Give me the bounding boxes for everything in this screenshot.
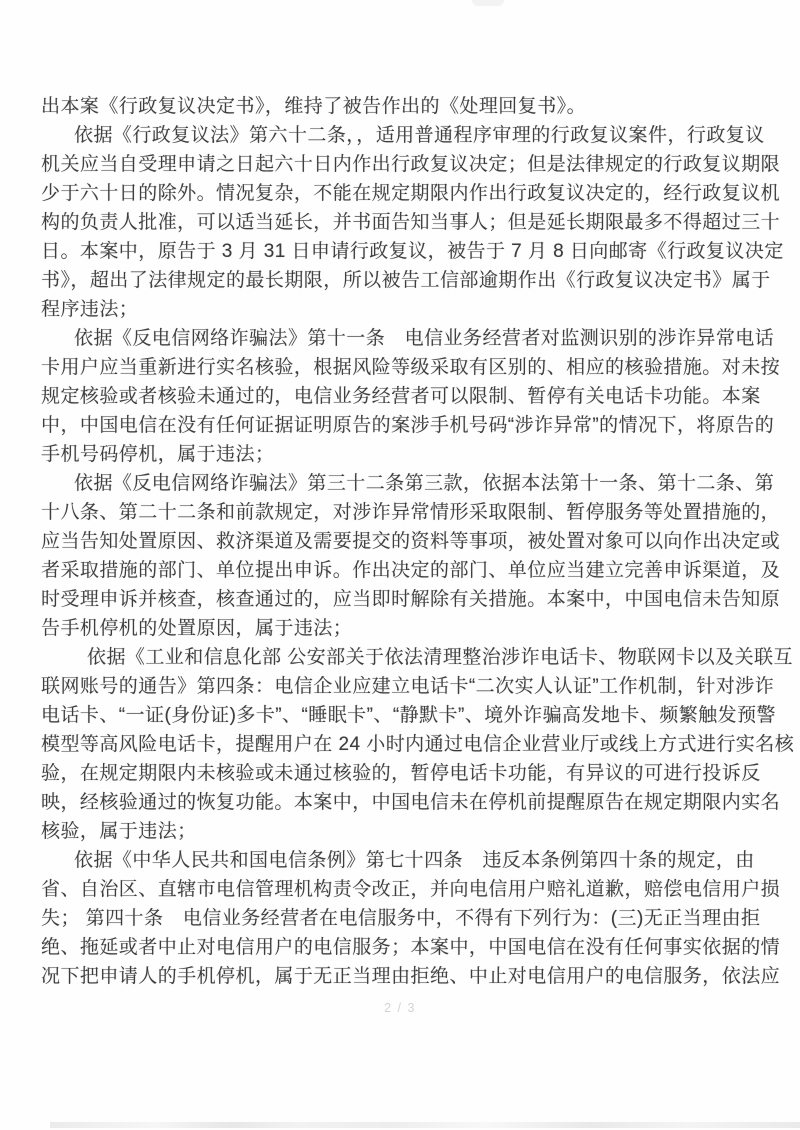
scan-artifact-bottom-edge (50, 1122, 800, 1128)
text-line: 机关应当自受理申请之日起六十日内作出行政复议决定；但是法律规定的行政复议期限 (41, 154, 781, 175)
text-line: 日。本案中，原告于 3 月 31 日申请行政复议，被告于 7 月 8 日向邮寄《行政复议决定 (41, 241, 784, 262)
text-line paragraph-start: 依据《反电信网络诈骗法》第十一条 电信业务经营者对监测识别的涉诈异常电话 (74, 328, 775, 349)
text-line: 书》，超出了法律规定的最长期限，所以被告工信部逾期作出《行政复议决定书》属于 (41, 270, 771, 291)
text-line paragraph-start: 依据《反电信网络诈骗法》第三十二条第三款，依据本法第十一条、第十二条、第 (74, 473, 775, 494)
text-line: 况下把申请人的手机停机，属于无正当理由拒绝、中止对电信用户的电信服务，依法应 (41, 966, 781, 987)
text-line: 绝、拖延或者中止对电信用户的电信服务；本案中，中国电信在没有任何事实依据的情 (41, 937, 781, 958)
text-line: 程序违法； (41, 299, 139, 320)
text-line: 映，经核验通过的恢复功能。本案中，中国电信未在停机前提醒原告在规定期限内实名 (41, 792, 781, 813)
page-number: 2 / 3 (384, 1001, 416, 1015)
text-line paragraph-start: 依据《工业和信息化部 公安部关于依法清理整治涉诈电话卡、物联网卡以及关联互 (87, 647, 793, 668)
text-line: 验，在规定期限内未核验或未通过核验的，暂停电话卡功能，有异议的可进行投诉反 (41, 763, 761, 784)
text-line: 规定核验或者核验未通过的，电信业务经营者可以限制、暂停有关电话卡功能。本案 (41, 386, 761, 407)
text-line: 中，中国电信在没有任何证据证明原告的案涉手机号码“涉诈异常”的情况下，将原告的 (41, 415, 775, 436)
scan-artifact-top (472, 0, 504, 6)
document-body (41, 92, 795, 991)
text-line: 者采取措施的部门、单位提出申诉。作出决定的部门、单位应当建立完善申诉渠道，及 (41, 560, 781, 581)
text-line paragraph-start: 依据《行政复议法》第六十二条，，适用普通程序审理的行政复议案件，行政复议 (74, 125, 765, 146)
text-line: 手机号码停机，属于违法； (41, 444, 275, 465)
text-line: 核验，属于违法； (41, 821, 197, 842)
text-line: 时受理申诉并核查，核查通过的，应当即时解除有关措施。本案中，中国电信未告知原 (41, 589, 781, 610)
text-line: 少于六十日的除外。情况复杂，不能在规定期限内作出行政复议决定的，经行政复议机 (41, 183, 781, 204)
text-line: 十八条、第二十二条和前款规定，对涉诈异常情形采取限制、暂停服务等处置措施的， (41, 502, 781, 523)
text-line: 告手机停机的处置原因，属于违法； (41, 618, 353, 639)
text-line: 失； 第四十条 电信业务经营者在电信服务中，不得有下列行为：(三)无正当理由拒 (41, 908, 761, 929)
text-line: 模型等高风险电话卡，提醒用户在 24 小时内通过电信企业营业厅或线上方式进行实名核 (41, 734, 795, 755)
text-line: 出本案《行政复议决定书》，维持了被告作出的《处理回复书》。 (41, 96, 587, 117)
text-line: 电话卡、“一证(身份证)多卡”、“睡眠卡”、“静默卡”、境外诈骗高发地卡、频繁触发预警 (41, 705, 776, 726)
text-line: 构的负责人批准，可以适当延长，并书面告知当事人；但是延长期限最多不得超过三十 (41, 212, 781, 233)
text-line: 省、自治区、直辖市电信管理机构责令改正，并向电信用户赔礼道歉，赔偿电信用户损 (41, 879, 781, 900)
text-line: 联网账号的通告》第四条：电信企业应建立电话卡“二次实人认证”工作机制，针对涉诈 (41, 676, 775, 697)
text-line paragraph-start: 依据《中华人民共和国电信条例》第七十四条 违反本条例第四十条的规定，由 (74, 850, 755, 871)
text-line: 应当告知处置原因、救济渠道及需要提交的资料等事项，被处置对象可以向作出决定或 (41, 531, 781, 552)
text-line: 卡用户应当重新进行实名核验，根据风险等级采取有区别的、相应的核验措施。对未按 (41, 357, 781, 378)
